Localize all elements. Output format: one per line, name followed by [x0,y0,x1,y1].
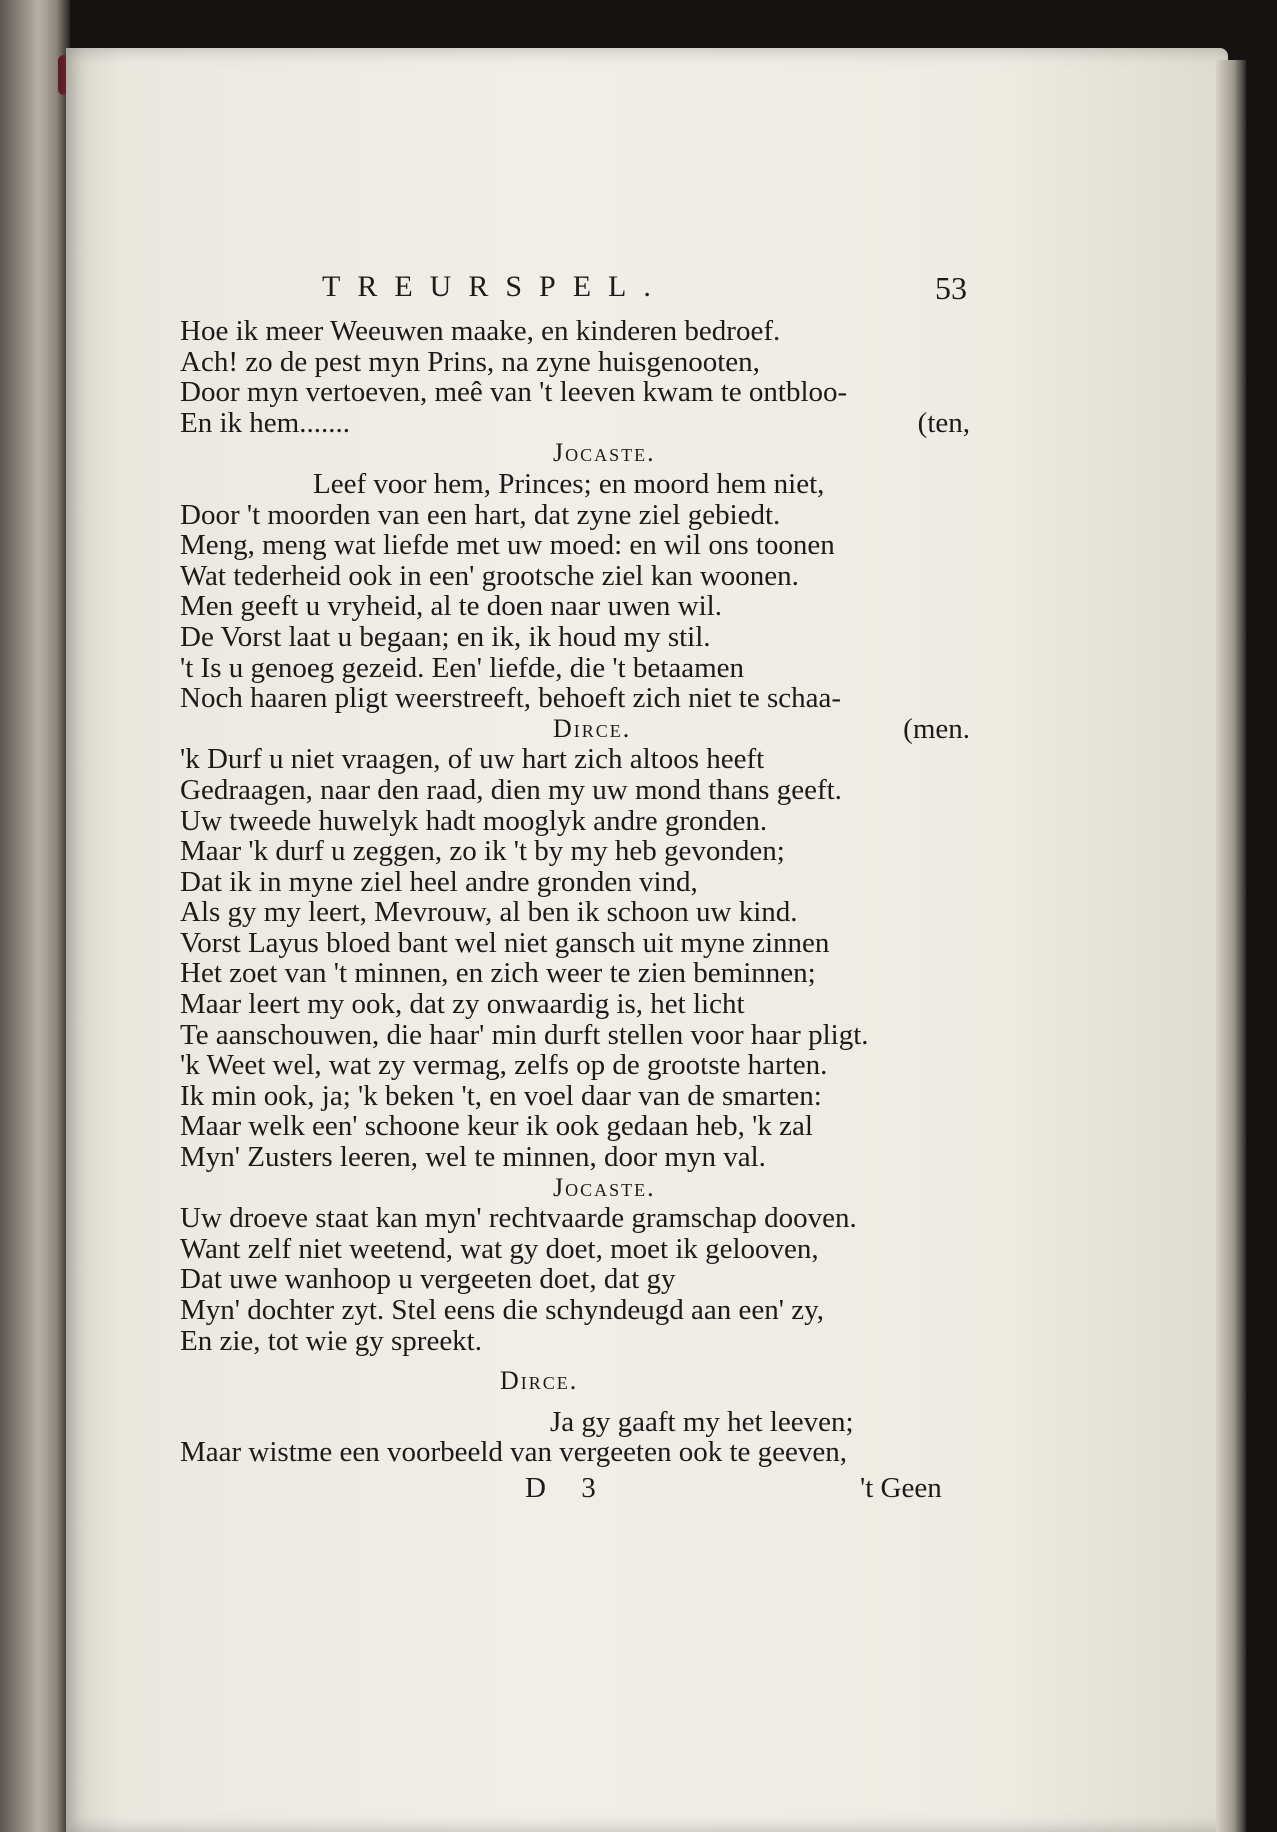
speaker-heading: Jocaste. [553,438,656,468]
verse-line: Te aanschouwen, die haar' min durft stellen voor haar pligt. [180,1018,869,1051]
catchword: 't Geen [860,1471,942,1504]
verse-text: En ik hem....... [180,406,350,439]
turnover: (men. [903,712,970,745]
verse-line: Door 't moorden van een hart, dat zyne ziel gebiedt. [180,498,781,531]
facing-page-edge [0,0,70,1832]
verse-line: Men geeft u vryheid, al te doen naar uwen wil. [180,590,722,623]
verse-line: Het zoet van 't minnen, en zich weer te zien beminnen; [180,957,816,990]
signature-mark: D 3 [525,1471,610,1504]
verse-line: Maar 'k durf u zeggen, zo ik 't by my heb gevonden; [180,835,785,868]
verse-line: Noch haaren pligt weerstreeft, behoeft zich niet te schaa- [180,682,842,715]
verse-line: 't Is u genoeg gezeid. Een' liefde, die 't betaamen [180,651,745,684]
speaker-heading: Dirce. [500,1366,579,1396]
verse-line: Ja gy gaaft my het leeven; [550,1405,854,1438]
verse-line: Dat uwe wanhoop u vergeeten doet, dat gy [180,1263,676,1296]
verse-line: Uw tweede huwelyk hadt mooglyk andre gronden. [180,804,768,837]
verse-line: En zie, tot wie gy spreekt. [180,1324,482,1357]
verse-line: Myn' dochter zyt. Stel eens die schyndeugd aan een' zy, [180,1294,824,1326]
verse-line: 'k Weet wel, wat zy vermag, zelfs op de grootste harten. [180,1049,828,1082]
spacer [180,1356,980,1366]
running-head [180,270,980,316]
turnover: (ten, [917,406,970,439]
verse-line: Myn' Zusters leeren, wel te minnen, door myn val. [180,1141,766,1174]
verse-line: Want zelf niet weetend, wat gy doet, moet ik gelooven, [180,1232,819,1265]
speaker-heading: Jocaste. [553,1172,656,1202]
verse-line: Maar welk een' schoone keur ik ook gedaan heb, 'k zal [180,1110,813,1143]
running-title: TREURSPEL. [322,270,668,303]
verse-line: Maar wistme een voorbeeld van vergeeten ook te geeven, [180,1436,847,1469]
page-fore-edge [1216,60,1246,1832]
verse-line: De Vorst laat u begaan; en ik, ik houd my stil. [180,620,711,653]
verse-line: Hoe ik meer Weeuwen maake, en kinderen bedroef. [180,315,781,347]
verse-line: Door myn vertoeven, meê van 't leeven kwam te ontbloo- [180,376,848,409]
verse-line [180,408,980,439]
verse-line: Leef voor hem, Princes; en moord hem niet, [313,467,825,500]
verse-line: Wat tederheid ook in een' grootsche ziel kan woonen. [180,559,799,592]
verse-line: Ik min ook, ja; 'k beken 't, en voel daar van de smarten: [180,1079,822,1112]
page-footer [180,1468,980,1508]
verse-line: Meng, meng wat liefde met uw moed: en wil ons toonen [180,529,835,562]
verse-line: Als gy my leert, Mevrouw, al ben ik schoon uw kind. [180,896,798,929]
page-text [180,270,980,1508]
page-number: 53 [935,270,967,306]
verse-line: 'k Durf u niet vraagen, of uw hart zich altoos heeft [180,743,765,776]
verse-line: Vorst Layus bloed bant wel niet gansch uit myne zinnen [180,926,830,959]
verse-line: Ach! zo de pest myn Prins, na zyne huisgenooten, [180,345,760,378]
verse-line: Gedraagen, naar den raad, dien my uw mond thans geeft. [180,773,842,806]
speaker-heading [180,714,980,745]
verse-line: Maar leert my ook, dat zy onwaardig is, het licht [180,988,745,1021]
verse-line: Dat ik in myne ziel heel andre gronden vind, [180,865,698,898]
speaker-name: Dirce. [553,713,632,743]
verse-line: Uw droeve staat kan myn' rechtvaarde gramschap dooven. [180,1202,857,1235]
